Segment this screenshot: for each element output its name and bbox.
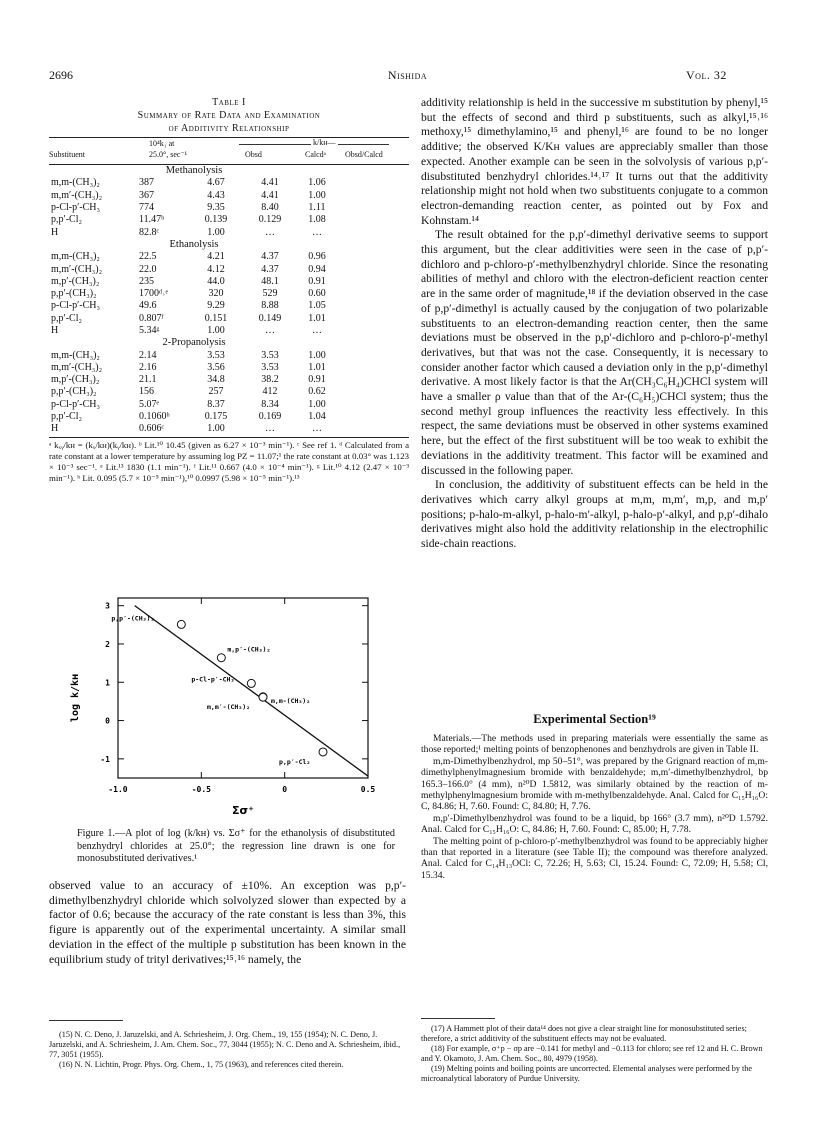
table-cell: 8.34 [261, 398, 279, 410]
x-tick-label: -0.5 [191, 785, 211, 794]
point-label: p,p′-(CH₃)₂ [111, 614, 155, 623]
table-cell: H [51, 423, 59, 435]
data-point [247, 679, 255, 687]
y-tick-label: -1 [100, 754, 110, 764]
table-cell: 0.807ᶠ [139, 312, 164, 324]
table-subtitle-line2: of Additivity Relationship [168, 123, 290, 134]
point-label: m,m′-(CH₃)₂ [207, 703, 251, 712]
table-cell: 4.12 [207, 263, 225, 275]
table-row [49, 399, 339, 411]
y-tick-label: 1 [105, 678, 110, 688]
table-cell: 1.04 [308, 411, 326, 423]
x-tick-label: -1.0 [108, 785, 128, 794]
table-row [49, 177, 339, 189]
data-point [319, 748, 327, 756]
table-cell: p,p′-Cl₂ [51, 411, 82, 423]
table-cell: 3.53 [261, 349, 279, 361]
col-obsd-calcd: Obsd/Calcd [345, 150, 383, 159]
table-cell: 22.0 [139, 263, 157, 275]
table-cell: 0.169 [258, 411, 282, 423]
table-cell: m,m′-(CH₃)₂ [51, 263, 103, 275]
table-row [49, 300, 339, 312]
table-cell: m,m-(CH₃)₂ [51, 177, 100, 189]
reference-18: (18) For example, σ⁺p − σp are −0.141 for methyl and −0.113 for chloro; see ref 12 and H. C. Brown and Y. Okamoto, J. Am. Chem. Soc., 80, 4979 (1958). [421, 1044, 763, 1064]
table-cell: 412 [262, 386, 278, 398]
experimental-paragraph-4: The melting point of p-chloro-p′-methylbenzhydrol was found to be appreciably higher than that reported in a literature (see Table II); the compound was therefore analyzed. Anal. Calcd for C₁₄H₁₃OCl: C, 72.26; H, 5.63; Cl, 15.24. Found: C, 72.09; H, 5.58; Cl, 15.34. [421, 835, 768, 881]
reference-19: (19) Melting points and boiling points are uncorrected. Elemental analyses were performed by the microanalytical laboratory of Purdue University. [421, 1064, 753, 1084]
table-cell: p-Cl-p′-CH₃ [51, 300, 101, 312]
section-name: Ethanolysis [169, 238, 219, 250]
table-cell: 3.56 [207, 361, 225, 373]
table-bottom-rule [49, 437, 409, 438]
right-paragraph-3: In conclusion, the additivity of substituent effects can be held in the derivatives which carry alkyl groups at m,m, m,m′, m,p, and m,p′ positions; p-halo-m-alkyl, p-halo-m′-alkyl, p-halo-p′-alkyl, and p,p′-dihalo derivatives might also hold the additivity relationship in the electrophilic side-chain reactions. [421, 478, 768, 551]
table-cell: 1700ᵈ˒ᵉ [139, 288, 169, 300]
col-calcd: Calcdᵃ [305, 150, 326, 159]
y-axis-label: log k/kʜ [70, 673, 81, 723]
left-footnote-rule [49, 1020, 123, 1021]
table-section-heading [49, 239, 339, 251]
table-row [49, 386, 339, 398]
table-row [49, 349, 339, 361]
right-references [421, 1024, 768, 1085]
table-row [49, 276, 339, 288]
table-section-heading [49, 165, 339, 177]
table-cell: … [312, 226, 322, 238]
table-1 [49, 96, 409, 484]
table-cell: m,m′-(CH₃)₂ [51, 361, 103, 373]
reference-17: (17) A Hammett plot of their data¹⁴ does not give a clear straight line for monosubstituted series; therefore, a strict additivity of the substituent effects may not be evaluated. [421, 1024, 747, 1044]
table-cell: 0.139 [204, 214, 228, 226]
data-point [259, 693, 267, 701]
section-name: Methanolysis [165, 165, 223, 177]
table-cell: 3.53 [207, 349, 225, 361]
table-cell: 0.606ᶜ [139, 423, 165, 435]
table-cell: 34.8 [207, 374, 225, 386]
table-cell: 9.29 [207, 300, 225, 312]
table-row [49, 226, 339, 238]
table-row [49, 190, 339, 202]
experimental-paragraph-3: m,p′-Dimethylbenzhydrol was found to be a liquid, bp 166° (3.7 mm), n²⁰D 1.5792. Anal. Calcd for C₁₅H₁₆O: C, 84.86; H, 7.60. Found: C, 85.00; H, 7.78. [421, 812, 768, 836]
table-cell: 1.05 [308, 300, 326, 312]
table-cell: H [51, 325, 59, 336]
table-cell: 4.41 [261, 177, 279, 189]
table-cell: 1.00 [207, 325, 225, 336]
col-ratio-group: k/kʜ— [313, 138, 336, 147]
table-cell: m,m-(CH₃)₂ [51, 349, 100, 361]
point-label: p-Cl-p′-CH₃ [191, 675, 235, 684]
table-header [49, 138, 409, 164]
point-label: m,m-(CH₃)₂ [271, 696, 311, 705]
data-point [177, 620, 185, 628]
table-cell: 8.88 [261, 300, 279, 312]
table-cell: p-Cl-p′-CH₃ [51, 398, 101, 410]
y-tick-label: 3 [105, 601, 110, 611]
table-cell: 0.60 [308, 288, 326, 300]
table-cell: 1.11 [308, 202, 326, 214]
table-cell: p,p′-Cl₂ [51, 312, 82, 324]
table-cell: 21.1 [139, 374, 157, 386]
table-cell: 1.01 [308, 312, 326, 324]
table-cell: 82.8ᶜ [139, 226, 160, 238]
table-cell: 2.14 [139, 349, 157, 361]
table-cell: … [265, 226, 275, 238]
x-tick-label: 0 [282, 785, 288, 794]
table-cell: m,m-(CH₃)₂ [51, 251, 100, 263]
table-row [49, 423, 339, 435]
running-title: Nishida [387, 68, 428, 82]
table-cell: 5.07ᵉ [139, 398, 160, 410]
table-cell: m,p′-(CH₃)₂ [51, 374, 100, 386]
table-row [49, 263, 339, 275]
table-row [49, 214, 339, 226]
volume-label: Vol. 32 [686, 68, 727, 82]
table-cell: 1.00 [308, 349, 326, 361]
table-cell: 387 [139, 177, 154, 189]
experimental-heading: Experimental Section¹⁹ [533, 712, 656, 726]
table-cell: 320 [208, 288, 224, 300]
table-row [49, 325, 339, 337]
table-cell: 4.21 [207, 251, 225, 263]
experimental-paragraph-2: m,m-Dimethylbenzhydrol, mp 50–51°, was prepared by the Grignard reaction of m,m-dimethylphenylmagnesium bromide with benzaldehyde; m,m′-dimethylbenzhydrol, bp 165.3–166.0° (4 mm), n²⁰D 1.5812, was similarly obtained by the reaction of m-methylphenylmagnesium bromide with m-methylbenzaldehyde. Anal. Calcd for C₁₅H₁₆O: C, 84.86; H, 7.60. Found: C, 84.80; H, 7.76. [421, 755, 768, 813]
table-cell: 0.1060ʰ [139, 411, 170, 423]
experimental-paragraph-1: Materials.—The methods used in preparing materials were essentially the same as those reported;¹ melting points of benzophenones and benzhydrols are given in Table II. [421, 733, 768, 756]
table-cell: 1.00 [207, 226, 225, 238]
table-cell: 11.47ᵇ [139, 214, 165, 226]
table-cell: 3.53 [261, 361, 279, 373]
table-section-heading [49, 337, 339, 349]
table-cell: p,p′-(CH₃)₂ [51, 386, 97, 398]
table-cell: p,p′-(CH₃)₂ [51, 288, 97, 300]
left-body-paragraph: observed value to an accuracy of ±10%. An exception was p,p′-dimethylbenzhydryl chloride which solvolyzed slower than expected by a factor of 0.6; because the accuracy of the rate constant is less than 3%, this figure is apparently out of the experimental uncertainty. A similar small deviation in the effect of the multiple p substitution has been known in the equilibrium study of trityl derivatives;¹⁵˒¹⁶ namely, the [49, 879, 406, 966]
table-cell: 4.37 [261, 251, 279, 263]
table-cell: 49.6 [139, 300, 157, 312]
table-cell: … [312, 325, 322, 336]
table-cell: … [265, 423, 275, 435]
table-cell: 8.40 [261, 202, 279, 214]
table-cell: 4.41 [261, 189, 279, 201]
col-rate-line1: 10⁴k₁ at [149, 139, 175, 148]
point-label: m,p′-(CH₃)₂ [227, 645, 271, 654]
table-row [49, 202, 339, 214]
table-cell: 0.91 [308, 275, 326, 287]
table-body [49, 165, 339, 436]
right-body-text [421, 96, 768, 552]
table-cell: 0.175 [204, 411, 228, 423]
table-row [49, 362, 339, 374]
table-cell: … [265, 325, 275, 336]
table-cell: 0.149 [258, 312, 282, 324]
table-row [49, 251, 339, 263]
left-references [49, 1030, 406, 1070]
table-cell: 4.37 [261, 263, 279, 275]
table-cell: 8.37 [207, 398, 225, 410]
table-row [49, 411, 339, 423]
table-cell: 367 [139, 189, 154, 201]
reference-15: (15) N. C. Deno, J. Jaruzelski, and A. Schriesheim, J. Org. Chem., 19, 155 (1954); N. C. Deno, J. Jaruzelski, and A. Schriesheim, J. Am. Chem. Soc., 77, 3044 (1955); N. C. Deno and A. Schriesheim, ibid., 77, 3051 (1955). [49, 1030, 401, 1060]
right-footnote-rule [421, 1018, 495, 1019]
y-tick-label: 2 [105, 639, 110, 649]
table-cell: 1.01 [308, 361, 326, 373]
figure-1-plot [60, 588, 400, 824]
table-cell: 0.151 [204, 312, 228, 324]
table-cell: 529 [262, 288, 278, 300]
table-cell: m,p′-(CH₃)₂ [51, 275, 100, 287]
table-cell: … [312, 423, 322, 435]
table-cell: 0.129 [258, 214, 282, 226]
table-title: Table I [212, 97, 246, 108]
table-cell: 1.00 [308, 398, 326, 410]
table-cell: 22.5 [139, 251, 157, 263]
table-cell: 0.96 [308, 251, 326, 263]
table-row [49, 313, 339, 325]
table-cell: 1.00 [207, 423, 225, 435]
table-cell: H [51, 226, 59, 238]
table-cell: 156 [139, 386, 154, 398]
section-name: 2-Propanolysis [162, 337, 226, 349]
col-rate-line2: 25.0°, sec⁻¹ [149, 150, 188, 159]
table-cell: 235 [139, 275, 154, 287]
table-cell: 4.43 [207, 189, 225, 201]
col-obsd: Obsd [245, 150, 262, 159]
table-cell: 1.06 [308, 177, 326, 189]
table-footnotes: ᵃ kₓᵧ/kʜ = (kₓ/kʜ)(kᵧ/kʜ). ᵇ Lit.¹⁰ 10.45 (given as 6.27 × 10⁻³ min⁻¹). ᶜ See ref 1. ᵈ Calculated from a rate constant at a lower temperature by assuming log PZ = 11.07;¹ the rate constant at 0.03° was 1.123 × 10⁻³ sec⁻¹. ᵉ Lit.¹³ 1830 (1.1 min⁻¹). ᶠ Lit.¹¹ 0.667 (4.0 × 10⁻⁴ min⁻¹). ᵍ Lit.¹⁰ 4.12 (2.47 × 10⁻³ min⁻¹). ʰ Lit. 0.095 (5.7 × 10⁻⁵ min⁻¹),¹⁰ 0.0997 (5.98 × 10⁻⁵ min⁻¹).¹³ [49, 439, 409, 483]
table-cell: p-Cl-p′-CH₃ [51, 202, 101, 214]
table-cell: m,m′-(CH₃)₂ [51, 189, 103, 201]
table-cell: 1.00 [308, 189, 326, 201]
table-cell: p,p′-Cl₂ [51, 214, 82, 226]
table-row [49, 288, 339, 300]
point-label: p,p′-Cl₂ [279, 757, 311, 766]
table-cell: 38.2 [261, 374, 279, 386]
data-point [217, 654, 225, 662]
table-cell: 44.0 [207, 275, 225, 287]
right-paragraph-2: The result obtained for the p,p′-dimethyl derivative seems to support this argument, but the clear additivities were seen in the case of p,p′-dichloro and p-chloro-p′-methylbenzhydryl chloride. Since the resonating abilities of methyl and chloro with the electron-deficient reaction center are in the same order of magnitude,¹⁸ if the deviation observed in the case of p,p′-dimethyl is actually caused by the conjugation of two polarizable substituents to an electron-demanding reaction center, then the same deviations must be observed in the p,p′-dichloro and p-chloro-p′-methyl derivatives, but that was not the case. Consequently, it is necessary to consider another factor which caused a deviation only in the p,p′-dimethyl derivative. A most likely factor is that the Ar(CH₃C₆H₄)CHCl system will have a smaller ρ value than that of the Ar-(C₆H₅)CHCl system; thus the second methyl group influences the reactivity less effectively. In this respect, the same deviations must be observed in other systems examined here, but the effect of the first substituent will be too weak to exhibit the deviations in the additivity treatment. This factor will be examined and discussed in the following paper. [421, 228, 768, 477]
table-cell: 5.34ᵍ [139, 325, 160, 336]
left-body-text [49, 879, 406, 967]
x-tick-label: 0.5 [360, 785, 376, 794]
table-cell: 2.16 [139, 361, 157, 373]
table-cell: 0.62 [308, 386, 326, 398]
plot-frame [118, 598, 368, 778]
reference-16: (16) N. N. Lichtin, Progr. Phys. Org. Chem., 1, 75 (1963), and references cited therein. [59, 1060, 344, 1070]
table-cell: 0.91 [308, 374, 326, 386]
regression-line [135, 606, 368, 776]
table-cell: 4.67 [207, 177, 225, 189]
figure-caption: Figure 1.—A plot of log (k/kʜ) vs. Σσ⁺ for the ethanolysis of disubstituted benzhydryl chlorides at 25.0°; the regression line drawn is one for monosubstituted derivatives.¹ [77, 828, 395, 864]
col-substituent: Substituent [49, 150, 86, 159]
table-cell: 48.1 [261, 275, 279, 287]
x-axis-label: Σσ⁺ [232, 804, 254, 817]
table-cell: 257 [208, 386, 224, 398]
table-cell: 1.08 [308, 214, 326, 226]
table-cell: 0.94 [308, 263, 326, 275]
table-row [49, 374, 339, 386]
right-paragraph-1: additivity relationship is held in the successive m substitution by phenyl,¹⁵ but the effects of second and third p substituents, such as alkyl,¹⁵˒¹⁶ methoxy,¹⁵ dimethylamino,¹⁵ and phenyl,¹⁶ are found to be no longer additive; the observed K/Kʜ values are appreciably smaller than those expected. Another example can be seen in the solvolysis of various p,p′-disubstituted benzhydryl chlorides.¹⁴˒¹⁷ It turns out that the additivity relationship might not hold when two substituents conjugate to a common electron-demanding reaction center, as pointed out by Fox and Kohnstam.¹⁴ [421, 96, 768, 227]
table-cell: 774 [139, 202, 154, 214]
experimental-text [421, 733, 768, 881]
table-subtitle-line1: Summary of Rate Data and Examination [137, 110, 321, 121]
table-cell: 9.35 [207, 202, 225, 214]
y-tick-label: 0 [105, 716, 110, 726]
page-number: 2696 [49, 68, 73, 82]
